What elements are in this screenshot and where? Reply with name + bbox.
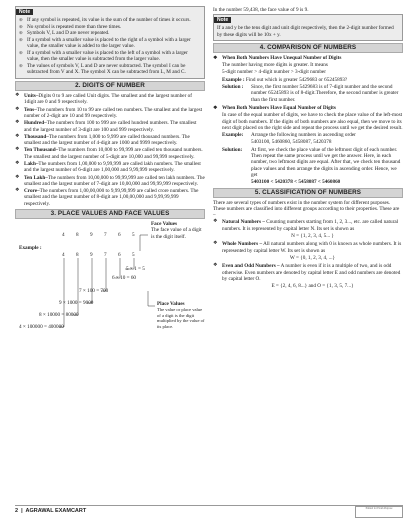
set-notation: N = {1, 2, 3, 4, 5... } <box>291 233 334 240</box>
place-value-calc: 9 × 1000 = 9000 <box>59 300 94 307</box>
example-digit: 6 <box>118 252 121 259</box>
bullet-icon: ❖ <box>15 174 20 180</box>
term: Tens– <box>24 106 37 113</box>
note-item <box>19 37 201 50</box>
note-label-2: Note <box>214 17 231 23</box>
note-text: Symbols V, L and D are never repeated. <box>27 30 110 37</box>
notes-list <box>19 17 201 76</box>
note-item <box>19 17 201 23</box>
digit-definition-item <box>15 147 205 160</box>
term: Crore– <box>24 188 40 195</box>
classification-item <box>213 241 403 262</box>
note-text: If a symbol with a smaller value is placed to the right of a symbol with a larger value, the smaller value is added to the larger value. <box>27 37 191 50</box>
equal-digits-heading: ❖ When Both Numbers Have Equal Number of Digits <box>213 104 336 111</box>
bullet-icon: ⊛ <box>19 23 23 29</box>
place-value-diagram <box>15 221 205 361</box>
bullet-icon: ⊛ <box>19 17 23 22</box>
place-value-calc: 5 × 1 = 5 <box>126 266 145 273</box>
definition: A number is even if it is a multiple of two, and is odd otherwise. Even numbers are denoted by capital letter E and odd numbers are denoted by capital letter O. <box>222 263 401 282</box>
note-item <box>19 63 201 76</box>
left-column <box>15 6 205 361</box>
bullet-icon: ❖ <box>15 93 20 99</box>
example-digit: 9 <box>90 252 93 259</box>
term: Thousand– <box>24 133 49 140</box>
note-text: The values of symbols V, L and D are never subtracted. The symbol I can be subtracted from V and X. The symbol X can be subtracted from L, M and C. <box>27 63 186 76</box>
unequal-digits-heading: ❖ When Both Numbers Have Unequal Number of Digits <box>213 54 342 61</box>
digit-definition-item <box>15 93 205 106</box>
definition: Digits 0 to 9 are called Unit digits. The smallest and the largest number of 1digit are 0 and 9 respectively. <box>24 93 192 106</box>
digit-definition-item <box>15 120 205 133</box>
definition: The numbers from 100 to 999 are called hundred numbers. The smallest and the largest number of 3-digit are 100 and 999 respectively. <box>24 120 197 133</box>
example-digit: 5 <box>132 252 135 259</box>
place-values-title: Place Values <box>157 301 185 308</box>
note-label: Note <box>16 9 33 15</box>
unequal-solution: Solution : Since, the first number 5429683 is of 7-digit number and the second number 65245893 is of 8-digit.Therefore, the second number is greater than the first number. <box>222 84 399 103</box>
unequal-example: Example : Find out which is greater 5429683 or 65245893? <box>222 76 348 83</box>
note-box-2 <box>213 14 403 41</box>
term: Lakh– <box>24 160 39 167</box>
section-place-values-title: 3. PLACE VALUES AND FACE VALUES <box>15 209 205 219</box>
example-digit: 4 <box>62 252 65 259</box>
place-values-text: The value or place value of a digit is the digit multiplied by the value of its place. <box>157 307 205 329</box>
equal-solution-answer: 5403100 < 5420378 < 5458087 < 5460860 <box>251 179 341 186</box>
page-footer <box>15 505 403 514</box>
bullet-icon: ❖ <box>15 133 20 139</box>
bullet-icon: ⊛ <box>19 63 23 69</box>
equal-digits-text: In case of the equal number of digits, we have to check the place value of the left-most digit of both numbers. If the digits of both numbers are also equal, then we move to its next digit placed on the right side and repeat the process until we get the desired result. <box>222 112 403 131</box>
definition: The numbers from 10,000 to 99,999 are called ten thousand numbers. The smallest and the largest number of 5-digit are 10,000 and 99,999 respectively. <box>24 147 203 160</box>
bullet-icon: ❖ <box>15 188 20 194</box>
note-item <box>19 50 201 63</box>
bullet-icon: ❖ <box>213 241 218 247</box>
bullet-icon: ❖ <box>213 263 218 269</box>
section-classification-title: 5. CLASSIFICATION OF NUMBERS <box>213 188 403 198</box>
bullet-icon: ⊛ <box>19 37 23 43</box>
bullet-icon: ❖ <box>15 120 20 126</box>
note-item <box>19 24 201 30</box>
place-value-calc: 6 × 10 = 60 <box>112 275 137 282</box>
example-digit: 7 <box>104 232 107 239</box>
bullet-icon: ⊛ <box>19 30 23 36</box>
right-column <box>213 6 403 291</box>
place-value-calc: 8 × 10000 = 80000 <box>39 312 79 319</box>
example-digit: 4 <box>62 232 65 239</box>
classification-list <box>213 219 403 290</box>
unequal-digits-text: The number having more digits is greater. It means <box>222 62 328 69</box>
set-notation: W = {0, 1, 2, 3, 4, ...} <box>289 254 336 261</box>
footer-stamp: Printed for Exam Purpose <box>355 506 403 518</box>
digit-definition-item <box>15 134 205 147</box>
section-digits-title: 2. DIGITS OF NUMBER <box>15 81 205 91</box>
term: Units– <box>24 93 39 100</box>
term: Ten Thousand– <box>24 147 59 154</box>
digit-definition-item <box>15 175 205 188</box>
term: Hundred– <box>24 120 47 127</box>
classification-intro: There are several types of numbers exist in the number system for different purposes. These numbers are classified into different groups according to their properties. These are – <box>213 199 400 219</box>
example-digit: 6 <box>118 232 121 239</box>
place-value-calc: 7 × 100 = 700 <box>79 288 109 295</box>
term: Whole Numbers – <box>222 241 263 248</box>
note-text: No symbol is repeated more than three times. <box>27 23 122 30</box>
face-values-callout <box>151 221 205 240</box>
equal-example: Example: Arrange the following numbers in ascending order <box>222 132 356 139</box>
face-values-title: Face Values <box>151 221 178 228</box>
note-text: If a symbol with a smaller value is placed to the left of a symbol with a larger value, then the smaller value is subtracted from the larger value. <box>27 50 188 63</box>
term: Even and Odd Numbers – <box>222 263 280 270</box>
digit-definition-item <box>15 188 205 207</box>
bullet-icon: ❖ <box>213 219 218 225</box>
digit-order-line: 5-digit number > 4-digit number > 3-digit number <box>222 69 326 76</box>
example-digit: 7 <box>104 252 107 259</box>
place-values-callout <box>157 301 205 329</box>
classification-item <box>213 263 403 290</box>
equal-example-numbers: 5403100, 5460860, 5458087, 5420378 <box>251 139 332 146</box>
example-digit: 8 <box>76 252 79 259</box>
note-box <box>15 6 205 79</box>
example-digit: 8 <box>76 232 79 239</box>
digits-list <box>15 93 205 207</box>
term: Ten Lakh– <box>24 174 48 181</box>
two-digit-note: If a and y be the tens digit and unit digit respectively, then the 2-digit number formed by these digits will be 10x + y. <box>217 25 394 38</box>
place-value-calc: 4 × 100000 = 400000 <box>19 324 64 331</box>
bullet-icon: ❖ <box>15 160 20 166</box>
definition: The numbers from 1,00,00,000 to 9,99,99,999 are called crore numbers. The smallest and the largest number of 8-digit are 1,00,00,000 and 9,99,99,999 respectively. <box>24 188 199 207</box>
digit-definition-item <box>15 107 205 120</box>
set-notation: E = {2, 4, 6, 8...} and O = {1, 3, 5, 7...} <box>271 283 354 290</box>
note-item <box>19 30 201 36</box>
definition: The numbers from 1,00,000 to 9,99,999 are called lakh numbers. The smallest and the largest number of 6-digit are 1,00,000 and 9,99,999 respectively. <box>24 160 201 174</box>
face-value-example: In the number 59,438, the face value of 9 is 9. <box>213 7 309 13</box>
definition: Counting numbers starting from 1, 2, 3..., etc. are called natural numbers. It is represented by capital letter N. Its set is shown as <box>222 219 399 232</box>
footer-brand: 2 | AGRAWAL EXAMCART <box>15 508 87 514</box>
example-label: Example : <box>19 245 42 252</box>
definition: The numbers from 10,00,000 to 99,99,999 are called ten lakh numbers. The smallest and the largest number of 7-digit are 10,00,000 and 99,99,999 respectively. <box>24 174 205 187</box>
bullet-icon: ❖ <box>15 147 20 153</box>
digit-definition-item <box>15 161 205 174</box>
definition: The numbers from 1,000 to 9,999 are called thousand numbers. The smallest and the largest number of 4-digit are 1000 and 9999 respectively. <box>24 133 190 147</box>
bullet-icon: ❖ <box>15 106 20 112</box>
section-comparison-title: 4. COMPARISON OF NUMBERS <box>213 43 403 53</box>
equal-solution: Solution: At first, we check the place value of the leftmost digit of each number. Then repeat the same process until we get the answer. Here, in each number, two leftmost digits are equal. After that, we check ten thousand place values and then arrange the digits in ascending order. Hence, we get <box>222 146 401 178</box>
note-text: If any symbol is repeated, its value is the sum of the number of times it occurs. <box>27 17 191 23</box>
classification-item <box>213 219 403 240</box>
example-digit: 9 <box>90 232 93 239</box>
example-digit: 5 <box>132 232 135 239</box>
definition: The numbers from 10 to 99 are called ten numbers. The smallest and the largest number of 2-digit are 10 and 99 respectively. <box>24 106 203 119</box>
face-values-text: The face value of a digit is the digit itself. <box>151 227 202 240</box>
definition: All natural numbers along with 0 is known as whole numbers. It is represented by capital letter W. Its set is shown as <box>222 241 402 254</box>
bullet-icon: ⊛ <box>19 50 23 56</box>
term: Natural Numbers – <box>222 219 265 226</box>
diagram-lines <box>15 221 205 361</box>
